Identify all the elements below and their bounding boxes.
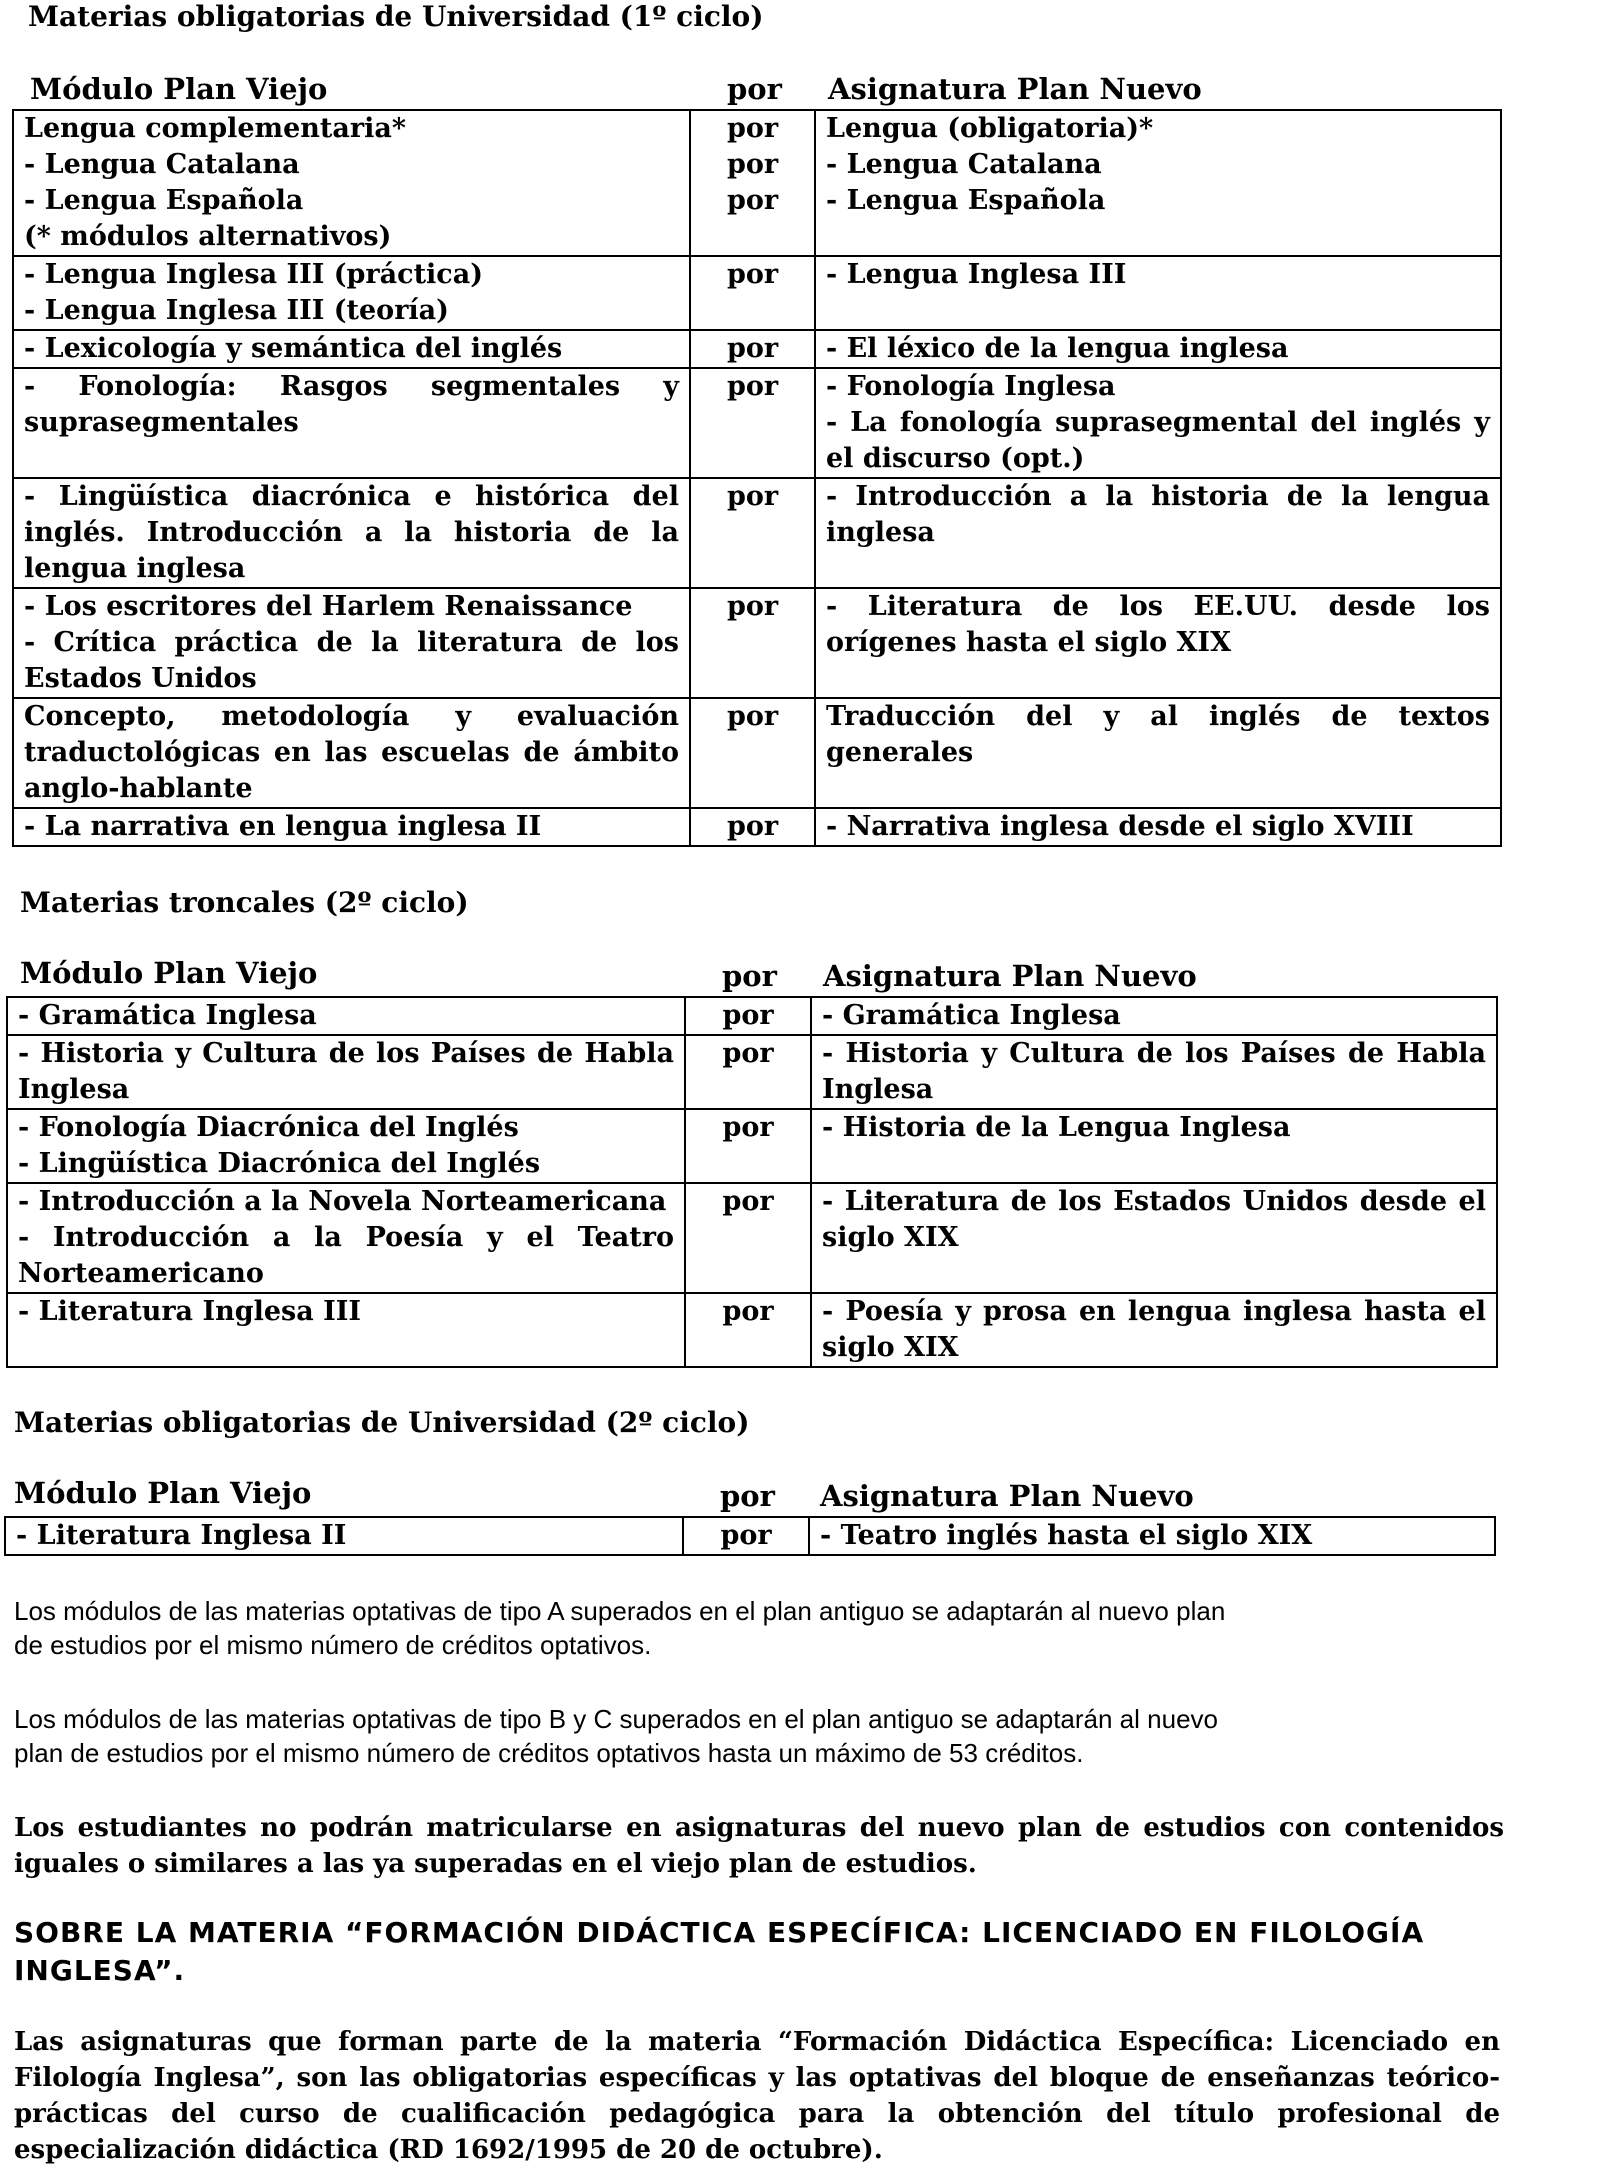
table-row [7, 1183, 1497, 1293]
equivalence-table-1 [12, 109, 1502, 847]
new-subject-cell: - Gramática Inglesa [811, 997, 1497, 1035]
table-row [13, 588, 1501, 698]
por-cell: por [685, 1183, 811, 1293]
table-row [13, 478, 1501, 588]
old-module-cell: Concepto, metodología y evaluación traductológicas en las escuelas de ámbito anglo-hablante [13, 698, 690, 808]
table-row [7, 1109, 1497, 1183]
por-cell: por [690, 698, 815, 808]
old-module-cell: - Fonología: Rasgos segmentales y suprasegmentales [13, 368, 690, 478]
por-cell: por [690, 330, 815, 368]
new-subject-cell: - El léxico de la lengua inglesa [815, 330, 1501, 368]
table-row [13, 256, 1501, 330]
por-cell: por [690, 478, 815, 588]
new-subject-cell: - Historia de la Lengua Inglesa [811, 1109, 1497, 1183]
paragraph-optativas-bc: Los módulos de las materias optativas de tipo B y C superados en el plan antiguo se adaptarán al nuevo plan de estudios por el mismo número de créditos optativos hasta un máximo de 53 créditos. [14, 1704, 1218, 1768]
table-row [7, 1293, 1497, 1367]
new-subject-cell: - Literatura de los Estados Unidos desde el siglo XIX [811, 1183, 1497, 1293]
old-module-cell: - Fonología Diacrónica del Inglés - Lingüística Diacrónica del Inglés [7, 1109, 685, 1183]
table-row [7, 1035, 1497, 1109]
new-subject-cell: - Poesía y prosa en lengua inglesa hasta el siglo XIX [811, 1293, 1497, 1367]
new-subject-cell: - Teatro inglés hasta el siglo XIX [809, 1517, 1495, 1555]
old-module-cell: - Gramática Inglesa [7, 997, 685, 1035]
new-subject-cell: - Fonología Inglesa - La fonología suprasegmental del inglés y el discurso (opt.) [815, 368, 1501, 478]
column-header-por: por [722, 959, 777, 993]
old-module-cell: - Lengua Inglesa III (práctica) - Lengua Inglesa III (teoría) [13, 256, 690, 330]
section-title: Materias obligatorias de Universidad (2º ciclo) [14, 1406, 750, 1439]
new-subject-cell: Traducción del y al inglés de textos generales [815, 698, 1501, 808]
por-cell: por [690, 256, 815, 330]
old-module-cell: - Historia y Cultura de los Países de Habla Inglesa [7, 1035, 685, 1109]
por-cell: por [690, 588, 815, 698]
column-header-new: Asignatura Plan Nuevo [820, 1479, 1194, 1513]
column-header-old: Módulo Plan Viejo [30, 72, 328, 106]
old-module-cell: - Los escritores del Harlem Renaissance - Crítica práctica de la literatura de los Estados Unidos [13, 588, 690, 698]
column-header-new: Asignatura Plan Nuevo [828, 72, 1202, 106]
column-header-por: por [720, 1479, 775, 1513]
por-cell: por [685, 1109, 811, 1183]
table-row [13, 110, 1501, 256]
new-subject-cell: - Introducción a la historia de la lengua inglesa [815, 478, 1501, 588]
table-row [13, 368, 1501, 478]
new-subject-cell: - Lengua Inglesa III [815, 256, 1501, 330]
new-subject-cell: Lengua (obligatoria)* - Lengua Catalana - Lengua Española [815, 110, 1501, 256]
por-cell: por por por [690, 110, 815, 256]
old-module-cell: - Introducción a la Novela Norteamericana - Introducción a la Poesía y el Teatro Norteamericano [7, 1183, 685, 1293]
new-subject-cell: - Literatura de los EE.UU. desde los orígenes hasta el siglo XIX [815, 588, 1501, 698]
old-module-cell: Lengua complementaria* - Lengua Catalana - Lengua Española (* módulos alternativos) [13, 110, 690, 256]
table-row [13, 808, 1501, 846]
table-body [13, 110, 1501, 846]
por-cell: por [690, 368, 815, 478]
column-header-old: Módulo Plan Viejo [20, 956, 318, 990]
paragraph-matricula: Los estudiantes no podrán matricularse en asignaturas del nuevo plan de estudios con contenidos iguales o similares a las ya superadas en el viejo plan de estudios. [14, 1813, 1504, 1879]
old-module-cell: - La narrativa en lengua inglesa II [13, 808, 690, 846]
column-header-old: Módulo Plan Viejo [14, 1476, 312, 1510]
new-subject-cell: - Narrativa inglesa desde el siglo XVIII [815, 808, 1501, 846]
por-cell: por [685, 1293, 811, 1367]
paragraph-optativas-a: Los módulos de las materias optativas de tipo A superados en el plan antiguo se adaptarán al nuevo plan de estudios por el mismo número de créditos optativos. [14, 1596, 1226, 1660]
section-heading-formacion-didactica: SOBRE LA MATERIA “FORMACIÓN DIDÁCTICA ESPECÍFICA: LICENCIADO EN FILOLOGÍA INGLESA”. [14, 1916, 1425, 1987]
equivalence-table-2 [6, 996, 1498, 1368]
por-cell: por [690, 808, 815, 846]
por-cell: por [685, 997, 811, 1035]
table-row [13, 698, 1501, 808]
old-module-cell: - Lingüística diacrónica e histórica del inglés. Introducción a la historia de la lengua inglesa [13, 478, 690, 588]
column-header-new: Asignatura Plan Nuevo [823, 959, 1197, 993]
table-row [13, 330, 1501, 368]
section-title: Materias obligatorias de Universidad (1º ciclo) [28, 0, 764, 33]
old-module-cell: - Literatura Inglesa II [5, 1517, 683, 1555]
new-subject-cell: - Historia y Cultura de los Países de Habla Inglesa [811, 1035, 1497, 1109]
section-title: Materias troncales (2º ciclo) [20, 886, 469, 919]
equivalence-table-3 [4, 1516, 1496, 1556]
column-header-por: por [727, 72, 782, 106]
old-module-cell: - Lexicología y semántica del inglés [13, 330, 690, 368]
paragraph-formacion-didactica: Las asignaturas que forman parte de la materia “Formación Didáctica Específica: Licenciado en Filología Inglesa”, son las obligatorias específicas y las optativas del bloque de enseñanzas teórico-prácticas del curso de cualificación pedagógica para la obtención del título profesional de especialización didáctica (RD 1692/1995 de 20 de octubre). [14, 2027, 1500, 2165]
table-body [7, 997, 1497, 1367]
table-row [5, 1517, 1495, 1555]
old-module-cell: - Literatura Inglesa III [7, 1293, 685, 1367]
table-row [7, 997, 1497, 1035]
table-body [5, 1517, 1495, 1555]
por-cell: por [683, 1517, 809, 1555]
por-cell: por [685, 1035, 811, 1109]
